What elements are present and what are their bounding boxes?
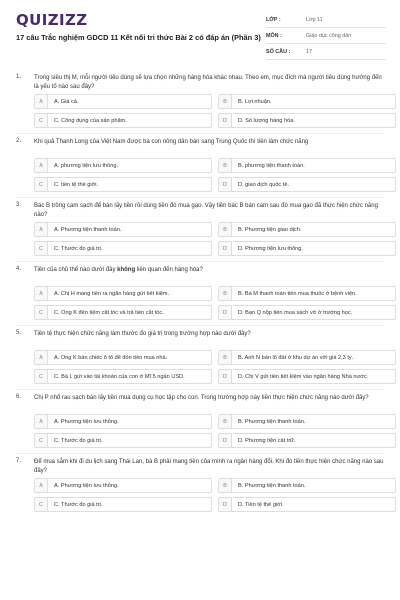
option-text: B. Anh N bán lô đất ở khu dự án với giá 2,3 tỷ. (238, 354, 354, 361)
option-c[interactable] (34, 433, 212, 448)
question-number: 2. (16, 138, 22, 144)
option-letter: A (35, 223, 48, 236)
divider (16, 453, 384, 454)
option-letter: B (219, 287, 232, 300)
option-a[interactable] (34, 350, 212, 365)
option-letter: D (219, 242, 232, 255)
divider (16, 133, 384, 134)
option-text: C. Thước đo giá trị. (54, 437, 103, 444)
option-letter: C (35, 434, 48, 447)
option-c[interactable] (34, 305, 212, 320)
option-text: A. phương tiện lưu thông. (54, 162, 119, 169)
divider (16, 389, 384, 390)
option-a[interactable] (34, 414, 212, 429)
question-2 (0, 138, 400, 192)
option-letter: A (35, 415, 48, 428)
question-number: 4. (16, 266, 22, 272)
option-text: D. Chị V gửi tiền tiết kiệm vào ngân hàng Nhà nước. (238, 373, 369, 380)
option-letter: A (35, 95, 48, 108)
meta-table (266, 12, 386, 60)
option-a[interactable] (34, 478, 212, 493)
divider (16, 197, 384, 198)
option-text: D. Tiền tệ thế giới. (238, 501, 284, 508)
question-text: Để mua sắm khi đi du lịch sang Thái Lan, bà B phải mang tiền của mình ra ngân hàng đổi. Khi đó tiền thực hiện chức năng nào sau đây? (34, 459, 384, 474)
meta-key: SỐ CÂU : (266, 48, 291, 55)
option-b[interactable] (218, 286, 396, 301)
question-text: Khi quả Thanh Long của Việt Nam được bà con nông dân bán sang Trung Quốc thì tiền làm chức năng (34, 139, 309, 145)
option-grid (34, 158, 384, 192)
option-grid (34, 350, 384, 384)
option-a[interactable] (34, 286, 212, 301)
option-text: B. Phương tiện giao dịch. (238, 226, 302, 233)
question-4 (0, 266, 400, 320)
option-text: C. Công dụng của sản phẩm. (54, 117, 127, 124)
option-text: D. Phương tiện lưu thông. (238, 245, 303, 252)
question-text: Trong siêu thị M, mỗi người tiêu dùng sẽ lựa chọn những hàng hóa khác nhau. Theo em, mục đích mà người tiêu dùng hướng đến là yếu tố nào sau đây? (34, 75, 382, 90)
question-text-end: liên quan đến hàng hóa? (135, 267, 203, 273)
question-text: Tiền tệ thực hiện chức năng làm thước đo giá trị trong trường hợp nào dưới đây? (34, 331, 251, 337)
option-text: B. Phương tiện thanh toán. (238, 482, 306, 489)
question-text-emphasis: không (117, 267, 136, 273)
option-text: B. Phương tiện thanh toán. (238, 418, 306, 425)
option-text: C. Thước đo giá trị. (54, 501, 103, 508)
option-c[interactable] (34, 177, 212, 192)
question-list (0, 74, 400, 522)
question-3 (0, 202, 400, 256)
option-b[interactable] (218, 478, 396, 493)
divider (16, 325, 384, 326)
question-number: 1. (16, 74, 22, 80)
header (0, 0, 400, 68)
question-number: 3. (16, 202, 22, 208)
question-7 (0, 458, 400, 512)
option-b[interactable] (218, 158, 396, 173)
option-c[interactable] (34, 497, 212, 512)
option-text: C. Thước đo giá trị. (54, 245, 103, 252)
option-grid (34, 222, 384, 256)
option-letter: C (35, 498, 48, 511)
option-text: A. Phương tiện lưu thông. (54, 418, 119, 425)
meta-key: MÔN : (266, 32, 282, 39)
question-text: Bác B trồng cam sạch để bán lấy tiền rồi dùng tiền đó mua gạo. Vậy tiền bác B bán cam sau đó mua gạo đã thực hiện chức năng nào? (34, 203, 378, 218)
option-letter: D (219, 114, 232, 127)
meta-row-subject (266, 28, 386, 44)
meta-value: Lớp 11 (306, 16, 323, 23)
option-grid (34, 94, 384, 128)
option-letter: C (35, 242, 48, 255)
question-text-start: Tiền của chủ thể nào dưới đây (34, 267, 118, 273)
option-letter: A (35, 159, 48, 172)
meta-value: 17 (306, 48, 312, 55)
option-grid (34, 478, 384, 512)
option-letter: B (219, 223, 232, 236)
option-c[interactable] (34, 241, 212, 256)
page-title: 17 câu Trắc nghiệm GDCD 11 Kết nối tri thức Bài 2 có đáp án (Phần 3) (16, 33, 261, 42)
option-letter: B (219, 351, 232, 364)
option-grid (34, 414, 384, 448)
option-letter: B (219, 95, 232, 108)
option-letter: D (219, 306, 232, 319)
option-text: C. Ông K đến tiệm cắt tóc và trả tiền cắt tóc. (54, 309, 164, 316)
option-c[interactable] (34, 113, 212, 128)
option-d[interactable] (218, 177, 396, 192)
option-letter: B (219, 479, 232, 492)
option-text: A. Giá cả. (54, 98, 79, 105)
option-letter: B (219, 415, 232, 428)
question-number: 5. (16, 330, 22, 336)
option-text: D. Số lượng hàng hóa. (238, 117, 295, 124)
option-d[interactable] (218, 433, 396, 448)
option-a[interactable] (34, 158, 212, 173)
question-number: 7. (16, 458, 22, 464)
option-letter: C (35, 114, 48, 127)
option-text: C. tiền tệ thế giới. (54, 181, 99, 188)
option-d[interactable] (218, 113, 396, 128)
option-letter: D (219, 434, 232, 447)
option-text: C. Bà L gửi vào tài khoản của con ở Mĩ 5 ngàn USD. (54, 373, 185, 380)
option-letter: C (35, 178, 48, 191)
option-d[interactable] (218, 497, 396, 512)
question-6 (0, 394, 400, 448)
option-text: A. Chị H mang tiền ra ngân hàng gửi tiết kiệm. (54, 290, 170, 297)
option-d[interactable] (218, 369, 396, 384)
option-letter: B (219, 159, 232, 172)
option-letter: A (35, 479, 48, 492)
option-b[interactable] (218, 222, 396, 237)
option-text: A. Ông K bán chiếc ô tô để đón tiền mua nhà. (54, 354, 168, 361)
meta-value: Giáo dục công dân (306, 32, 352, 39)
option-letter: C (35, 370, 48, 383)
option-letter: C (35, 306, 48, 319)
question-1 (0, 74, 400, 128)
question-number: 6. (16, 394, 22, 400)
option-text: A. Phương tiện thanh toán. (54, 226, 122, 233)
option-d[interactable] (218, 305, 396, 320)
question-text: Chị P nhổ rau sạch bán lấy tiền mua dụng cụ học tập cho con. Trong trường hợp này tiền thực hiện chức năng nào dưới đây? (34, 395, 369, 401)
option-a[interactable] (34, 94, 212, 109)
meta-row-grade (266, 12, 386, 28)
option-letter: D (219, 370, 232, 383)
meta-key: LỚP : (266, 16, 281, 23)
option-text: B. Lợi nhuận. (238, 98, 272, 105)
option-b[interactable] (218, 94, 396, 109)
option-letter: A (35, 351, 48, 364)
question-text (34, 266, 384, 284)
option-letter: A (35, 287, 48, 300)
option-text: D. giao dịch quốc tế. (238, 181, 289, 188)
option-grid (34, 286, 384, 320)
option-c[interactable] (34, 369, 212, 384)
option-b[interactable] (218, 414, 396, 429)
option-text: B. phương tiện thanh toán. (238, 162, 305, 169)
option-text: B. Bà M thanh toán tiền mua thuốc ở bệnh viện. (238, 290, 357, 297)
option-text: A. Phương tiện lưu thông. (54, 482, 119, 489)
option-letter: D (219, 498, 232, 511)
option-text: D. Bạn Q nộp tiền mua sách vở ở trường học. (238, 309, 353, 316)
option-d[interactable] (218, 241, 396, 256)
option-letter: D (219, 178, 232, 191)
meta-row-count (266, 44, 386, 60)
option-a[interactable] (34, 222, 212, 237)
option-b[interactable] (218, 350, 396, 365)
divider (16, 261, 384, 262)
question-5 (0, 330, 400, 384)
option-text: D. Phương tiện cất trữ. (238, 437, 296, 444)
quizizz-logo[interactable]: QUIZIZZ (16, 11, 88, 29)
